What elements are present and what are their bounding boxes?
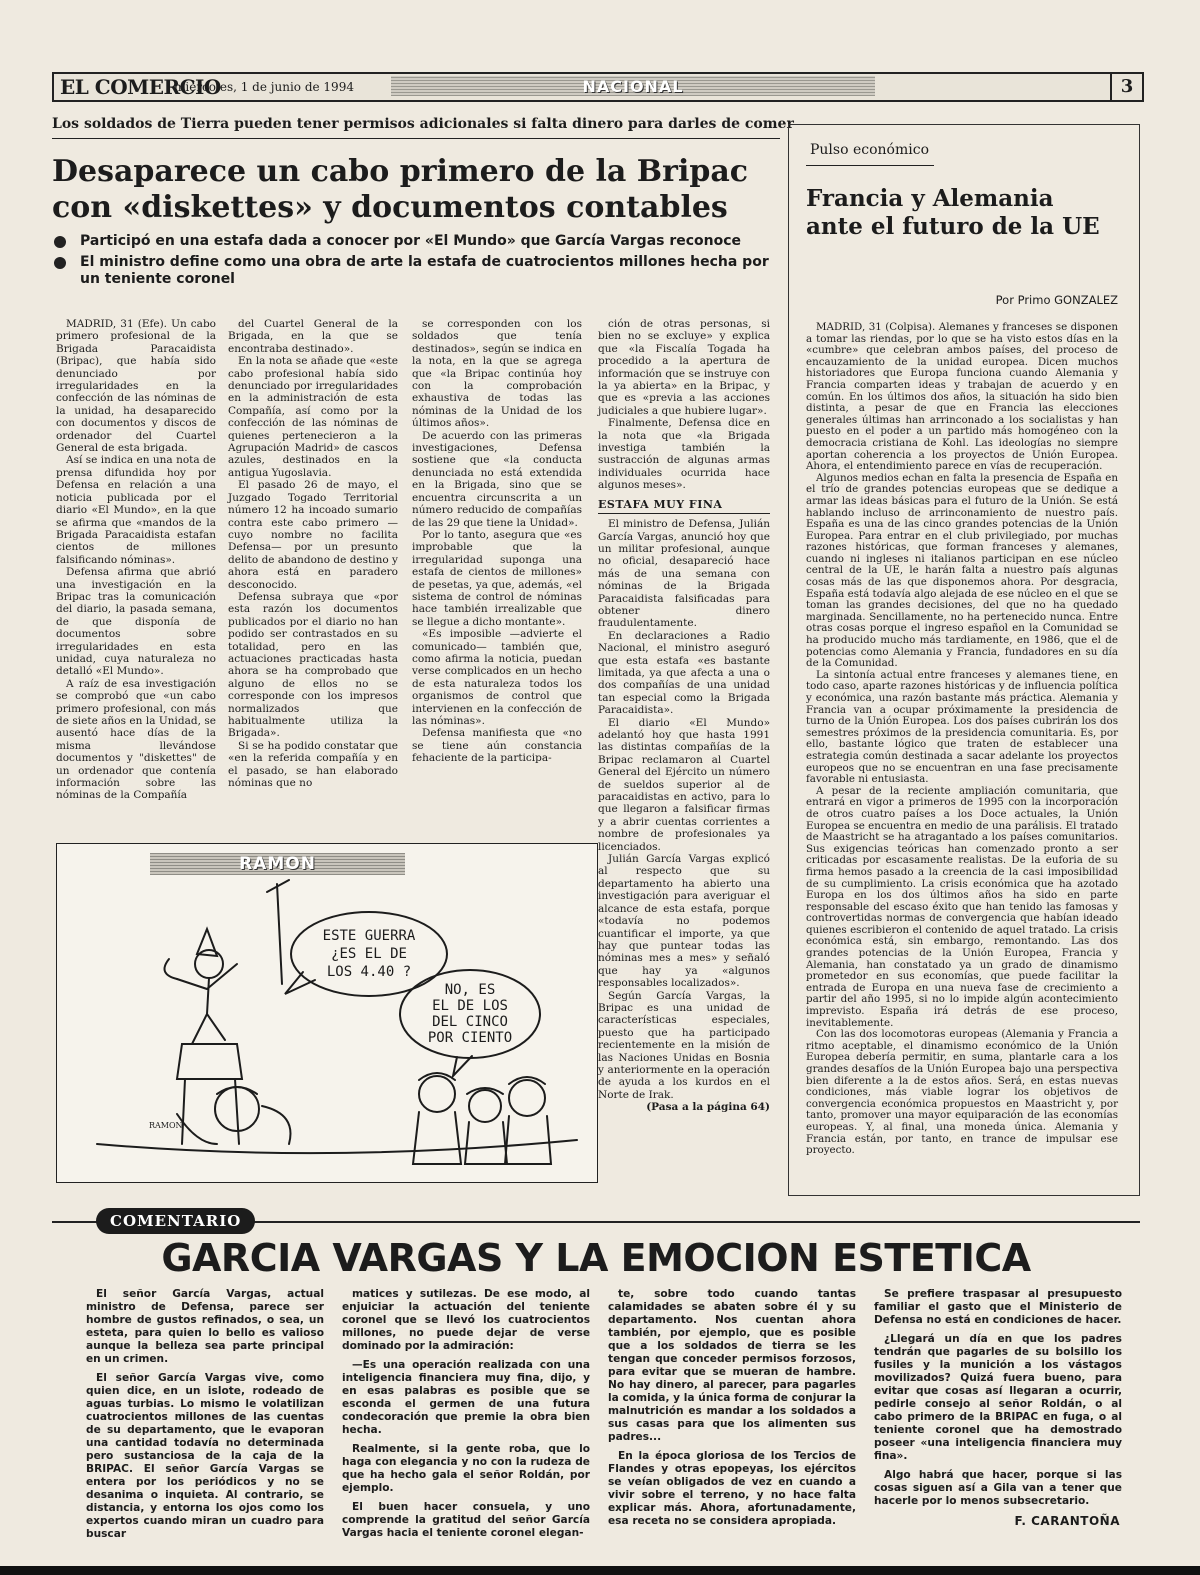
page-header xyxy=(52,72,1144,102)
paragraph: El buen hacer consuela, y uno comprende la gratitud del señor García Vargas hacia el teniente coronel elegan- xyxy=(342,1501,590,1539)
paragraph: Según García Vargas, la Bripac es una unidad de características especiales, puesto que ha participado recientemente en la misión de las Naciones Unidas en Bosnia y anteriormente en la operación de ayuda a los kurdos en el Norte de Irak. xyxy=(598,989,770,1101)
cartoon-title: RAMON xyxy=(239,854,316,874)
side-article-kicker: Pulso económico xyxy=(810,142,929,158)
comentario-column-1 xyxy=(86,1288,324,1540)
paragraph: El señor García Vargas vive, como quien dice, en un islote, rodeado de aguas turbias. Lo mismo le volatilizan cuatrocientos millones de las cuentas de su departamento, que le evaporan una cantidad todavía no determinada pero sustanciosa de la caja de la BRIPAC. El señor García Vargas se entera por los periódicos y no se desanima o inquieta. Al contrario, se distancia, y entorna los ojos como los expertos cuando miran un cuadro para buscar xyxy=(86,1372,324,1540)
comentario-label: COMENTARIO xyxy=(96,1208,255,1234)
page-bottom-edge xyxy=(0,1566,1200,1575)
cartoon-drawing xyxy=(57,844,597,1182)
page-number-box xyxy=(1110,72,1144,102)
page-number: 3 xyxy=(1120,76,1134,97)
section-banner xyxy=(391,76,875,96)
section-name: NACIONAL xyxy=(582,77,684,96)
bullet-dot-icon xyxy=(54,236,66,248)
paragraph: Algunos medios echan en falta la presencia de España en el trío de grandes potencias europeas que se dedique a armar las ideas básicas para el futuro de la Unión. Se está hablando incluso de arrinconamiento de nuestro país. España es una de las cinco grandes potencias de la Unión Europea. Para entrar en el club privilegiado, por muchas razones históricas, que forman franceses y alemanes, cuando ni ingleses ni italianos participan en ese núcleo central de la UE, le harán falta a nuestro país algunas cosas más de las que disponemos ahora. Por desgracia, España está todavía algo alejada de ese núcleo en el que se toman las grandes decisiones, del que no ha quedado marginada. Sencillamente, no ha pertenecido nunca. Entre otras cosas porque el ingreso español en la Comunidad se ha producido mucho más tardiamente, en 1986, que el de potencias como Alemania y Francia, fundadores en su día de la Comunidad. xyxy=(806,471,1118,670)
paragraph: Se prefiere traspasar al presupuesto familiar el gasto que el Ministerio de Defensa no está en condiciones de hacer. xyxy=(874,1288,1122,1326)
paragraph: Con las dos locomotoras europeas (Alemania y Francia a ritmo aceptable, el dinamismo económico de la Unión Europea debería permitir, en suma, plantarle cara a los grandes desafíos de la Unión Europea bajo una perspectiva bien diferente a la de estos años. Será, en estas nuevas condiciones, más viable lograr los objetivos de convergencia económica propuestos en Maastricht y, por tanto, promover una mayor equiparación de las economías europeas. Y, al final, una moneda única. Alemania y Francia están, por tanto, en trance de impulsar ese proyecto. xyxy=(806,1028,1118,1157)
article-column-1 xyxy=(56,318,216,838)
continuation-note: (Pasa a la página 64) xyxy=(646,1101,770,1114)
paragraph: Si se ha podido constatar que «en la referida compañía y en el pasado, se han elaborado nóminas que no xyxy=(228,739,398,790)
article-headline: Desaparece un cabo primero de la Bripac con «diskettes» y documentos contables xyxy=(52,154,749,225)
comentario-column-3 xyxy=(608,1288,856,1527)
paragraph: se corresponden con los soldados que tenía destinados», según se indica en la nota, en la que se agrega que «la Bripac continúa hoy con la comprobación exhaustiva de todas las nóminas de la Unidad de los últimos años». xyxy=(412,318,582,430)
cartoonist-signature: RAMON xyxy=(149,1121,183,1130)
paragraph: te, sobre todo cuando tantas calamidades se abaten sobre él y su departamento. Nos cuentan ahora también, por ejemplo, que es posible que a los soldados de tierra se les tengan que conceder permisos forzosos, para evitar que se mueran de hambre. No hay dinero, al parecer, para pagarles la comida, y la única forma de conjurar la malnutrición es mandar a los soldados a sus casas para que los alimenten sus padres... xyxy=(608,1288,856,1443)
kicker-divider xyxy=(52,138,780,139)
paragraph: En la época gloriosa de los Tercios de Flandes y otras epopeyas, los ejércitos se veían obligados de vez en cuando a vivir sobre el terreno, y no hace falta explicar más. Ahora, afortunadamente, esa receta no se considera apropiada. xyxy=(608,1450,856,1527)
paragraph: ción de otras personas, si bien no se excluye» y explica que «la Fiscalía Togada ha procedido a la apertura de información que se instruye con la ya abierta» en la Bripac, y que es «previa a las acciones judiciales a que hubiere lugar». xyxy=(598,318,770,417)
paragraph: A raíz de esa investigación se comprobó que «un cabo primero profesional, con más de siete años en la Unidad, se ausentó hace días de la misma llevándose documentos y "diskettes" de un ordenador que contenía información sobre las nóminas de la Compañía xyxy=(56,677,216,802)
bubble2-line: DEL CINCO xyxy=(432,1014,508,1030)
paragraph: Julián García Vargas explicó al respecto que su departamento ha abierto una investigación para averiguar el alcance de esta estafa, porque «todavía no podemos cuantificar el importe, ya que hay que puntear todas las nóminas mes a mes» y señaló que hay ya «algunos responsables localizados». xyxy=(598,853,770,990)
comentario-column-2 xyxy=(342,1288,590,1539)
paragraph: A pesar de la reciente ampliación comunitaria, que entrará en vigor a primeros de 1995 con la incorporación de otros cuatro países a los Doce actuales, la Unión Europea se encuentra en medio de una parálisis. El tratado de Maastricht se ha atragantado a los países comunitarios. Sus exigencias teóricas han comenzado pronto a ser criticadas por escasamente realistas. De la euforia de su firma hemos pasado a la creencia de la casi imposibilidad de su cumplimiento. La crisis económica que ha azotado Europa en los dos últimos años ha sido en parte responsable del escaso éxito que han tenido las famosas y controvertidas normas de convergencia que habían ideado quienes escribieron el contenido de aquel tratado. La crisis económica está, sin embargo, remontando. Las dos grandes potencias de la Unión Europea, Francia y Alemania, han constatado ya un grado de dinamismo prometedor en sus economías, que puede facilitar la entrada de Europa en una nueva fase de crecimiento a partir del año 1995, si no lo impide algún acontecimiento imprevisto. España irá detrás de ese proceso, inevitablemente. xyxy=(806,784,1118,1029)
article-column-2 xyxy=(228,318,398,838)
paragraph: El señor García Vargas, actual ministro de Defensa, parece ser hombre de gustos refinados, o sea, un esteta, para quien lo bello es valioso aunque la belleza sea parte principal en un crimen. xyxy=(86,1288,324,1365)
paragraph: MADRID, 31 (Efe). Un cabo primero profesional de la Brigada Paracaidista (Bripac), que había sido denunciado por irregularidades en la confección de las nóminas de la unidad, ha desaparecido con documentos y discos de ordenador del Cuartel General de esta brigada. xyxy=(56,318,216,455)
cartoon-title-banner xyxy=(150,853,405,875)
article-column-3 xyxy=(412,318,582,838)
paragraph: Defensa afirma que abrió una investigación en la Bripac tras la comunicación del diario, la pasada semana, de que disponía de documentos sobre irregularidades en esta unidad, cuya naturaleza no detalló «El Mundo». xyxy=(56,566,216,678)
paragraph: —Es una operación realizada con una inteligencia financiera muy fina, dijo, y en esas palabras es posible que se esconda el germen de una futura condecoración que premie la obra bien hecha. xyxy=(342,1359,590,1436)
paragraph: «Es imposible —advierte el comunicado— también que, como afirma la noticia, puedan verse complicados en un hecho de esta naturaleza todos los organismos de control que intervienen en la confección de las nóminas». xyxy=(412,628,582,727)
bullet-dot-icon xyxy=(54,257,66,269)
bullet-text: Participó en una estafa dada a conocer por «El Mundo» que García Vargas reconoce xyxy=(80,233,742,249)
paragraph: Por lo tanto, asegura que «es improbable que la irregularidad suponga una estafa de cientos de millones» de pesetas, ya que, además, «el sistema de control de nóminas hace también irrealizable que se llegue a dicho montante». xyxy=(412,528,582,628)
paragraph: ¿Llegará un día en que los padres tendrán que pagarles de su bolsillo los fusiles y la munición a los vástagos movilizados? Quizá fuera bueno, para evitar que cosas así llegaran a ocurrir, pedirle consejo al señor Roldán, o al cabo primero de la BRIPAC en fuga, o al teniente coronel que ha demostrado poseer «una inteligencia financiera muy fina». xyxy=(874,1333,1122,1462)
paragraph: Defensa subraya que «por esta razón los documentos publicados por el diario no han podido ser contrastados en su totalidad, pero en las actuaciones practicadas hasta ahora se ha comprobado que alguno de ellos no se corresponde con los impresos normalizados que habitualmente utiliza la Brigada». xyxy=(228,590,398,740)
paragraph: En declaraciones a Radio Nacional, el ministro aseguró que esta estafa «es bastante limitada, ya que afecta a una o dos compañías de una unidad tan especial como la Brigada Paracaidista». xyxy=(598,629,770,717)
article-kicker: Los soldados de Tierra pueden tener permisos adicionales si falta dinero para darles de comer xyxy=(52,116,794,132)
side-article-title: Francia y Alemania ante el futuro de la UE xyxy=(806,185,1100,240)
article-column-4 xyxy=(598,318,770,1195)
paragraph: MADRID, 31 (Colpisa). Alemanes y franceses se disponen a tomar las riendas, por lo que se ha visto estos días en la «cumbre» que celebran ambos países, del proceso de encauzamiento de la unidad europea. Dicen muchos historiadores que Europa funciona cuando Alemania y Francia comparten ideas y trabajan de acuerdo y en común. En los últimos dos años, la situación ha sido bien distinta, a pesar de que en Francia las elecciones generales últimas han arrinconado a los socialistas y han puesto en el poder a un partido más homogéneo con la democracia cristiana de Kohl. Las ideologías no siempre aportan coherencia a los proyectos de Unión Europea. Ahora, el entendimiento parece en vías de recuperación. xyxy=(806,321,1118,473)
newspaper-name: EL COMERCIO xyxy=(60,75,221,99)
comentario-author: F. CARANTOÑA xyxy=(1014,1514,1120,1528)
bubble2-line: POR CIENTO xyxy=(427,1030,513,1046)
paragraph: Finalmente, Defensa dice en la nota que «la Brigada investiga también la sustracción de algunas armas individuales ocurrida hace algunos meses». xyxy=(598,417,770,492)
bubble2-line: NO, ES xyxy=(444,982,496,998)
paragraph: Defensa manifiesta que «no se tiene aún constancia fehaciente de la participa- xyxy=(412,727,582,765)
paragraph: En la nota se añade que «este cabo profesional había sido denunciado por irregularidades en la administración de esta Compañía, así como por la confección de las nóminas de quienes pertenecieron a la Agrupación Madrid» de cascos azules, destinados en la antigua Yugoslavia. xyxy=(228,355,398,479)
bubble2-line: EL DE LOS xyxy=(432,998,508,1014)
paragraph: El ministro de Defensa, Julián García Vargas, anunció hoy que un militar profesional, aunque no oficial, desapareció hace más de una semana con nóminas de la Brigada Paracaidista falsificadas para obtener dinero fraudulentamente. xyxy=(598,518,770,630)
bubble1-line: ESTE GUERRA xyxy=(322,928,416,944)
article-bullets xyxy=(52,233,782,292)
paragraph: matices y sutilezas. De ese modo, al enjuiciar la actuación del teniente coronel que se llevó los cuatrocientos millones, no puede dejar de verse dominado por la admiración: xyxy=(342,1288,590,1352)
paragraph: del Cuartel General de la Brigada, en la que se encontraba destinado». xyxy=(228,318,398,355)
side-kicker-divider xyxy=(806,165,934,166)
bullet-item xyxy=(52,233,782,250)
side-article-byline: Por Primo GONZALEZ xyxy=(995,293,1118,307)
bullet-text: El ministro define como una obra de arte la estafa de cuatrocientos millones hecha por un teniente coronel xyxy=(80,254,769,287)
bullet-item xyxy=(52,254,782,288)
side-article-body xyxy=(806,322,1118,1188)
editorial-cartoon xyxy=(56,843,598,1183)
bubble1-line: LOS 4.40 ? xyxy=(326,964,412,980)
paragraph: La sintonía actual entre franceses y alemanes tiene, en todo caso, aparte razones históricas y de influencia política y económica, una razón bastante más práctica. Alemania y Francia van a ocupar próximamente la presidencia de turno de la Unión Europea. Los dos países cubrirán los dos semestres próximos de la presidencia comunitaria. Es, por ello, bastante lógico que traten de establecer una estrategia común destinada a sacar adelante los proyectos europeos que no se encuentran en una fase precisamente favorable ni entusiasta. xyxy=(806,668,1118,786)
paragraph: Algo habrá que hacer, porque si las cosas siguen así a Gila van a tener que hacerle por lo menos subsecretario. xyxy=(874,1469,1122,1507)
comentario-title: GARCIA VARGAS Y LA EMOCION ESTETICA xyxy=(161,1236,1031,1280)
comentario-column-4 xyxy=(874,1288,1122,1510)
bubble1-line: ¿ES EL DE xyxy=(331,946,407,962)
paragraph: Realmente, si la gente roba, que lo haga con elegancia y no con la rudeza de que ha hecho gala el señor Roldán, por ejemplo. xyxy=(342,1443,590,1494)
issue-date: miércoles, 1 de junio de 1994 xyxy=(174,80,354,94)
paragraph: El diario «El Mundo» adelantó hoy que hasta 1991 las distintas compañías de la Bripac reclamaron al Cuartel General del Ejército un número de sueldos superior al de paracaidistas en activo, para lo que llegaron a falsificar firmas y a abrir cuentas corrientes a nombre de profesionales ya licenciados. xyxy=(598,716,770,853)
paragraph: El pasado 26 de mayo, el Juzgado Togado Territorial número 12 ha incoado sumario contra este cabo primero —cuyo nombre no facilita Defensa— por un presunto delito de abandono de destino y ahora está en paradero desconocido. xyxy=(228,479,398,591)
paragraph: Así se indica en una nota de prensa difundida hoy por Defensa en relación a una noticia publicada por el diario «El Mundo», en la que se afirma que «mandos de la Brigada Paracaidista estafan cientos de millones falsificando nóminas». xyxy=(56,454,216,566)
section-subhead: ESTAFA MUY FINA xyxy=(598,495,770,514)
paragraph: De acuerdo con las primeras investigaciones, Defensa sostiene que «la conducta denunciada no está extendida en la Brigada, sino que se encuentra circunscrita a un número reducido de compañías de las 29 que tiene la Unidad». xyxy=(412,429,582,529)
